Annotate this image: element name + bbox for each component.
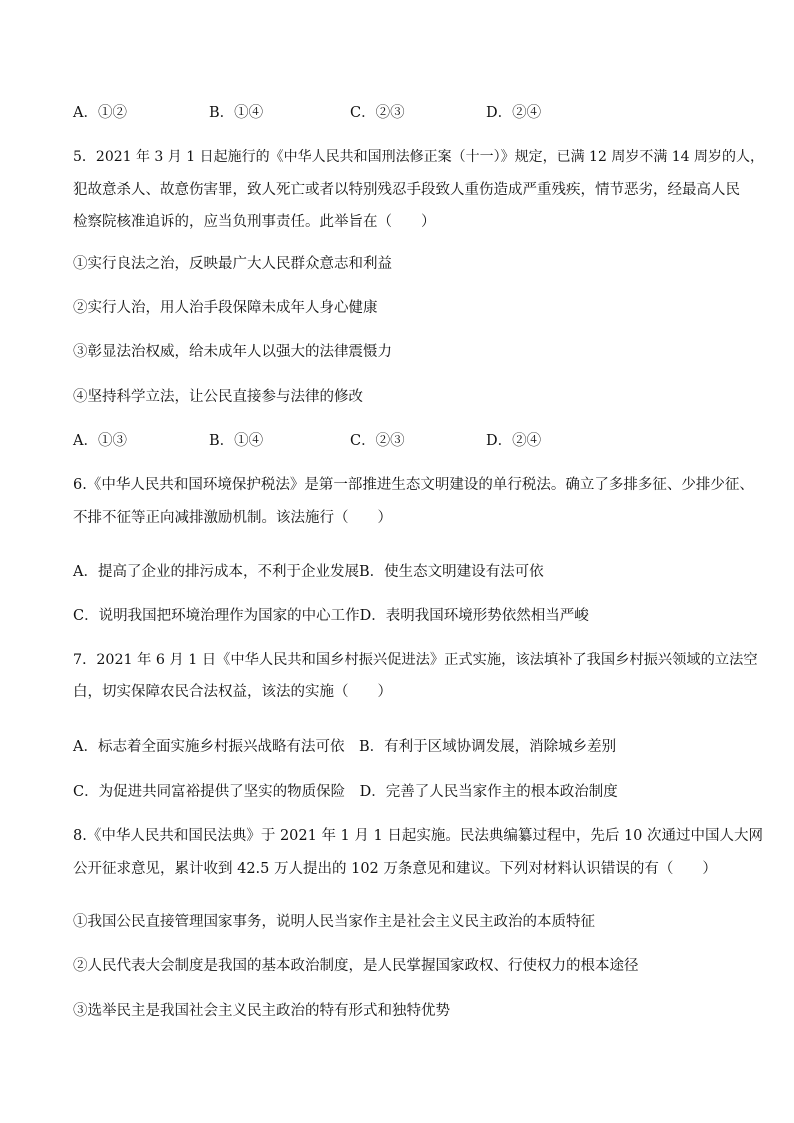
q5-options [73, 431, 733, 451]
q5-option-a[interactable]: A．①③ [73, 433, 127, 449]
q4-option-d[interactable]: D．②④ [486, 105, 542, 121]
q7-stem-line: 白，切实保障农民合法权益，该法的实施（ ） [73, 684, 392, 700]
q8-statement-1: ①我国公民直接管理国家事务，说明人民当家作主是社会主义民主政治的本质特征 [73, 914, 595, 930]
q5-option-d[interactable]: D．②④ [486, 433, 542, 449]
q8-stem-line: 公开征求意见，累计收到 42.5 万人提出的 102 万条意见和建议。下列对材料认识错误的有（ ） [73, 861, 717, 877]
q8-statement-2: ②人民代表大会制度是我国的基本政治制度，是人民掌握国家政权、行使权力的根本途径 [73, 958, 639, 974]
q5-stem-line: 检察院核准追诉的，应当负刑事责任。此举旨在（ ） [73, 214, 436, 230]
q4-option-a[interactable]: A．①② [73, 105, 127, 121]
q5-statement-3: ③彰显法治权威，给未成年人以强大的法律震慑力 [73, 344, 392, 360]
q5-statement-4: ④坚持科学立法，让公民直接参与法律的修改 [73, 389, 363, 405]
q6-stem-line: 不排不征等正向减排激励机制。该法施行（ ） [73, 510, 392, 526]
q5-option-c[interactable]: C．②③ [350, 433, 405, 449]
q7-stem-line: 7．2021 年 6 月 1 日《中华人民共和国乡村振兴促进法》正式实施，该法填补了我国乡村振兴领域的立法空 [73, 652, 758, 668]
q7-option-row[interactable]: C．为促进共同富裕提供了坚实的物质保险 D．完善了人民当家作主的根本政治制度 [73, 784, 618, 800]
q5-option-b[interactable]: B．①④ [209, 433, 264, 449]
q5-statement-1: ①实行良法之治，反映最广大人民群众意志和利益 [73, 256, 392, 272]
q7-option-row[interactable]: A．标志着全面实施乡村振兴战略有法可依 B．有利于区域协调发展，消除城乡差别 [73, 739, 617, 755]
q8-statement-3: ③选举民主是我国社会主义民主政治的特有形式和独特优势 [73, 1003, 450, 1019]
q8-stem-line: 8.《中华人民共和国民法典》于 2021 年 1 月 1 日起实施。民法典编纂过程中，先后 10 次通过中国人大网 [73, 828, 764, 844]
q5-stem-line: 犯故意杀人、故意伤害罪，致人死亡或者以特别残忍手段致人重伤造成严重残疾，情节恶劣，经最高人民 [73, 182, 740, 198]
q5-stem-line: 5．2021 年 3 月 1 日起施行的《中华人民共和国刑法修正案（十一）》规定，已满 12 周岁不满 14 周岁的人， [73, 149, 765, 165]
q6-stem-line: 6.《中华人民共和国环境保护税法》是第一部推进生态文明建设的单行税法。确立了多排多征、少排少征、 [73, 477, 754, 493]
q4-option-b[interactable]: B．①④ [209, 105, 264, 121]
q6-option-row[interactable]: C．说明我国把环境治理作为国家的中心工作D．表明我国环境形势依然相当严峻 [73, 608, 589, 624]
q4-option-c[interactable]: C．②③ [350, 105, 405, 121]
q6-option-row[interactable]: A．提高了企业的排污成本，不利于企业发展B．使生态文明建设有法可依 [73, 564, 544, 580]
q5-statement-2: ②实行人治，用人治手段保障未成年人身心健康 [73, 300, 378, 316]
q4-options [73, 103, 733, 123]
